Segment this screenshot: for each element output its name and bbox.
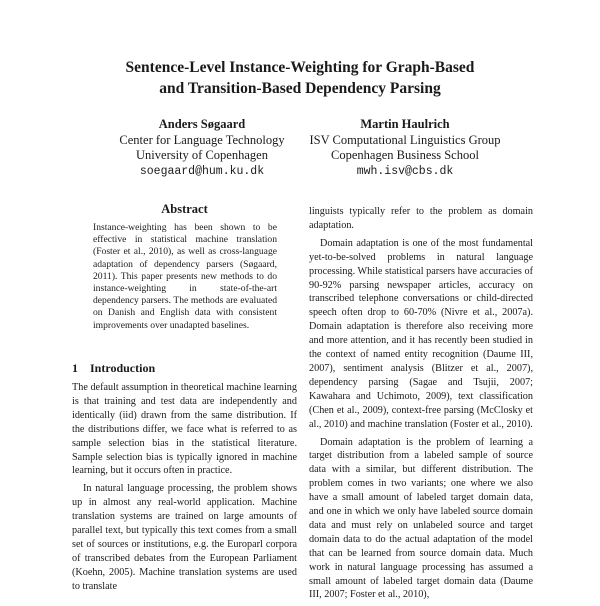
paragraph: Domain adaptation is one of the most fundamental yet-to-be-solved problems in natural language processing. While statistical parsers have accuracies of 90-92% parsing newspaper articles, accuracy on transcribed telephone conversations or child-directed speech often drop to 60-70% (Nivre et al., 2007a). Domain adaptation is therefore also receiving more and more attention, and it has recently been studied in the context of named entity recognition (Daume III, 2007), sentiment analysis (Blitzer et al., 2007), dependency parsing (Sagae and Tsujii, 2007; Kawahara and Uchimoto, 2009), text classification (Chen et al., 2009), context-free parsing (McClosky et al., 2010) and machine translation (Foster et al., 2010). (309, 237, 533, 430)
author-email: soegaard@hum.ku.dk (139, 164, 265, 178)
section-number: 1 (72, 361, 78, 375)
paragraph: The default assumption in theoretical machine learning is that training and test data are independently and identically (iid) drawn from the same distribution. If the distributions differ, we face what is referred to as sample selection bias in the statistical literature. Sample selection bias is typically ignored in machine learning, but it occurs often in practice. (72, 382, 297, 477)
abstract-heading: Abstract (161, 202, 208, 216)
paper-title (0, 57, 600, 99)
author-affiliation: ISV Computational Linguistics Group (309, 132, 501, 147)
author-email: mwh.isv@cbs.dk (356, 164, 454, 178)
author-name: Anders Søgaard (158, 117, 246, 131)
author-block-1 (92, 117, 312, 179)
left-column-body (72, 381, 297, 598)
author-affiliation: Copenhagen Business School (331, 148, 479, 162)
abstract-text: Instance-weighting has been shown to be effective in statistical machine translation (Foster et al., 2010), as well as cross-language adaptation of dependency parsers (Søgaard, 2011). This paper presents new methods to do instance-weighting in state-of-the-art dependency parsers. The methods are evaluated on Danish and English data with consistent improvements over unadapted baselines. (93, 222, 277, 331)
author-block-2 (300, 117, 510, 179)
paragraph: In natural language processing, the problem shows up in almost any real-world application. Machine translation systems are trained on large amounts of parallel text, but typically this text comes from a small set of sources or institutions, e.g. the Europarl corpora of transcribed debates from the European Parliament (Koehn, 2005). Machine translation systems are used to translate (72, 483, 297, 592)
paragraph: Domain adaptation is the problem of learning a target distribution from a labeled sample of source data with a similar, but different distribution. The problem comes in two variants; one where we also have a small amount of labeled target domain data, and one in which we only have labeled source domain data and must rely on unlabeled source and target domain data to do the actual adaptation of the model that can be learned from source domain data. Much work in natural language processing has assumed a small amount of labeled target domain data (Daume III, 2007; Foster et al., 2010), (309, 436, 533, 601)
paragraph: linguists typically refer to the problem as domain adaptation. (309, 206, 533, 231)
section-heading (72, 361, 297, 376)
section-title: Introduction (90, 361, 156, 375)
title-line-2: and Transition-Based Dependency Parsing (159, 80, 441, 97)
author-name: Martin Haulrich (360, 117, 450, 131)
title-line-1: Sentence-Level Instance-Weighting for Graph-Based (125, 59, 475, 76)
author-affiliation: University of Copenhagen (136, 148, 268, 162)
author-affiliation: Center for Language Technology (119, 132, 285, 147)
right-column-body (309, 205, 533, 606)
